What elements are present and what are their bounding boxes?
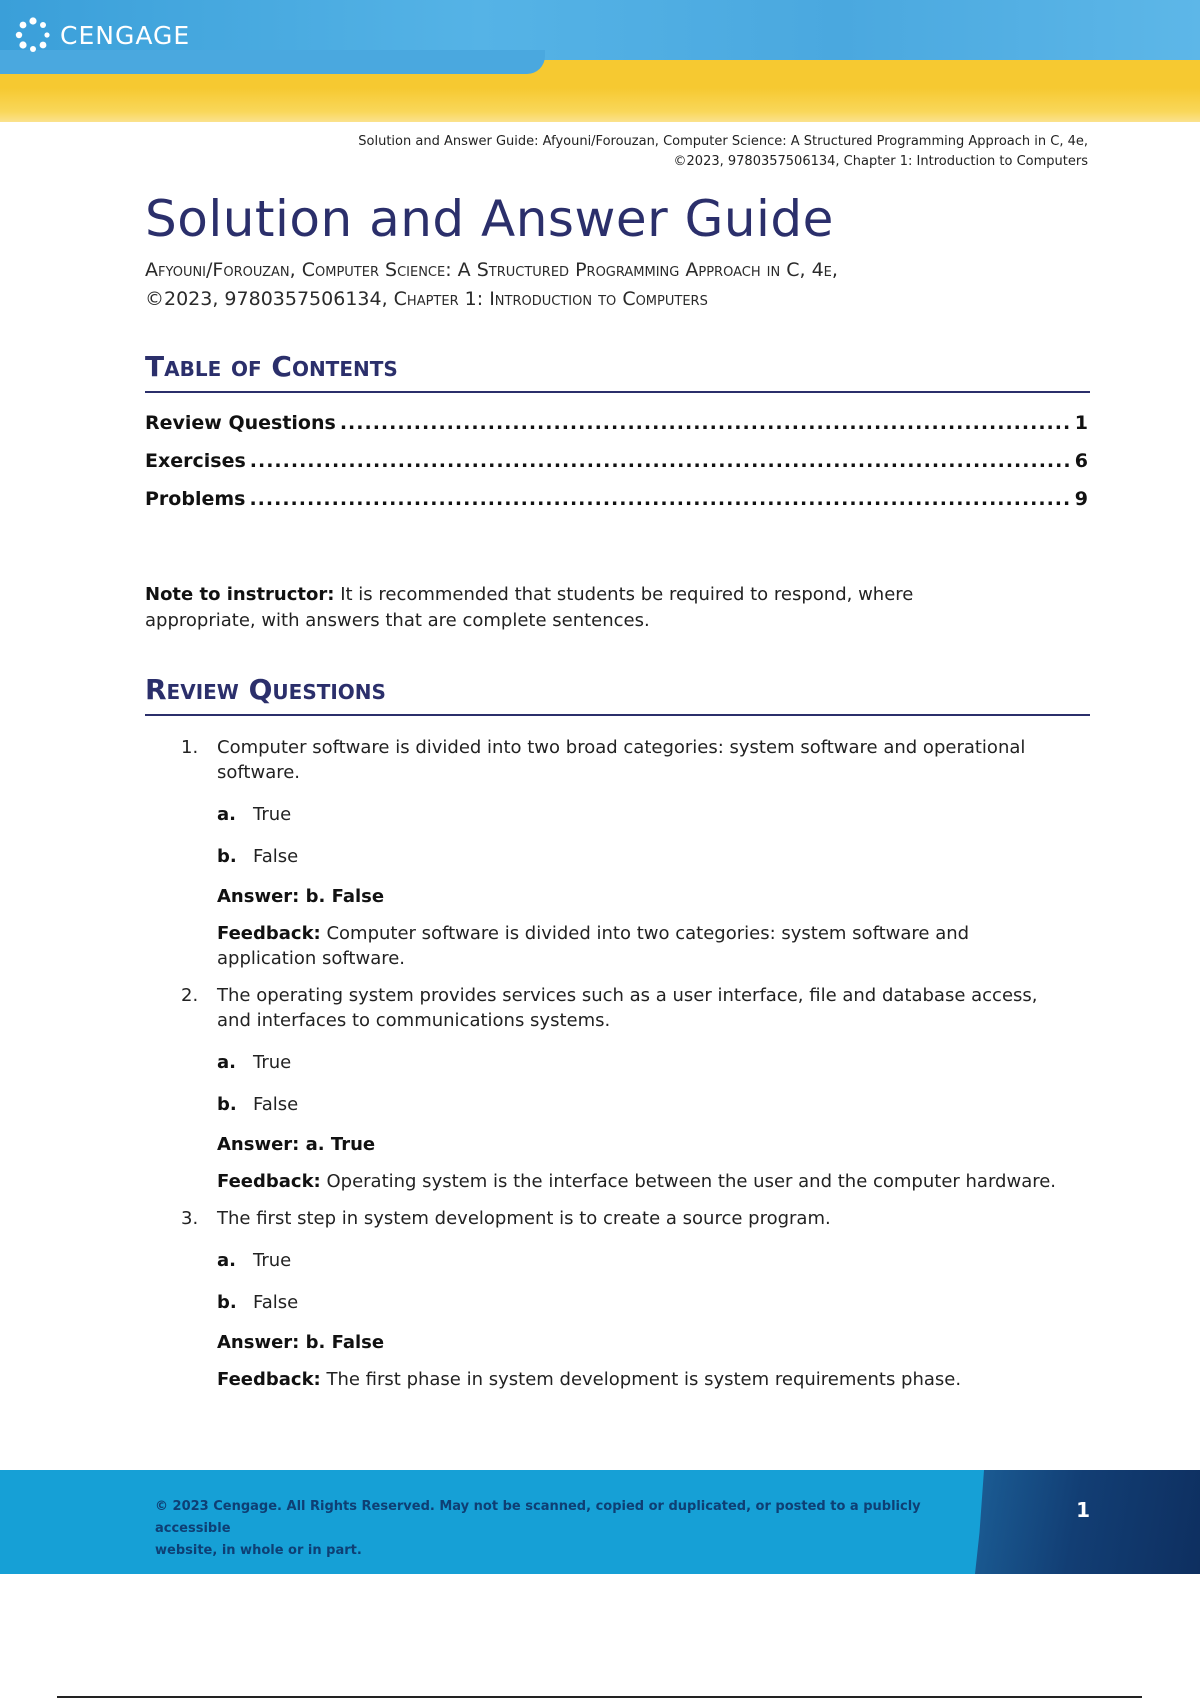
question-answer: Answer: a. True [217, 1134, 376, 1155]
option-text: False [253, 846, 299, 867]
option-text: False [253, 1292, 299, 1313]
toc-entry-label: Exercises [145, 450, 246, 472]
review-questions-heading: Review Questions [145, 673, 1090, 716]
question-item [145, 735, 1065, 971]
question-prompt: The first step in system development is to create a source program. [217, 1208, 831, 1229]
question-feedback [145, 1169, 1065, 1194]
running-header-line-1: Solution and Answer Guide: Afyouni/Forouzan, Computer Science: A Structured Programming Approach in C, 4e, [358, 134, 1088, 149]
running-header [128, 132, 1088, 172]
question-text [145, 983, 1065, 1033]
question-prompt: The operating system provides services such as a user interface, file and database access, and interfaces to communications systems. [217, 985, 1038, 1031]
toc-heading: Table of Contents [145, 350, 1090, 393]
footer-dark-wash [975, 1470, 1200, 1574]
feedback-text: Operating system is the interface between the user and the computer hardware. [320, 1171, 1057, 1192]
question-prompt: Computer software is divided into two broad categories: system software and operational software. [217, 737, 1026, 783]
running-header-line-2: ©2023, 9780357506134, Chapter 1: Introduction to Computers [673, 154, 1088, 169]
banner-yellow-strip [0, 88, 1200, 122]
option-letter: b. [217, 1094, 237, 1115]
option-letter: b. [217, 846, 237, 867]
toc-leader-dots [340, 412, 1071, 434]
header-banner [0, 0, 1200, 122]
option-a [145, 1050, 1065, 1075]
question-text [145, 735, 1065, 785]
option-b [145, 1290, 1065, 1315]
option-b [145, 844, 1065, 869]
option-text: True [253, 1250, 292, 1271]
copyright-notice [155, 1496, 945, 1562]
document-subtitle [145, 256, 1095, 314]
question-number: 3. [181, 1208, 199, 1229]
logo-text: CENGAGE [60, 20, 191, 50]
footer-band [0, 1470, 1200, 1574]
table-of-contents [145, 412, 1088, 526]
note-text: It is recommended that students be required to respond, where appropriate, with answers that are complete sentences. [145, 584, 914, 631]
feedback-text: Computer software is divided into two categories: system software and application software. [217, 923, 970, 969]
copyright-line-1: © 2023 Cengage. All Rights Reserved. May not be scanned, copied or duplicated, or posted to a publicly accessible [155, 1499, 921, 1536]
option-b [145, 1092, 1065, 1117]
copyright-line-2: website, in whole or in part. [155, 1543, 362, 1558]
feedback-text: The first phase in system development is system requirements phase. [320, 1369, 962, 1390]
option-a [145, 802, 1065, 827]
option-a [145, 1248, 1065, 1273]
feedback-label: Feedback: [217, 1369, 321, 1390]
toc-entry-label: Review Questions [145, 412, 336, 434]
feedback-label: Feedback: [217, 1171, 321, 1192]
instructor-note [145, 582, 1005, 634]
subtitle-line-2: ©2023, 9780357506134, Chapter 1: Introduction to Computers [145, 288, 708, 310]
option-letter: b. [217, 1292, 237, 1313]
subtitle-line-1: Afyouni/Forouzan, Computer Science: A Structured Programming Approach in C, 4e, [145, 259, 838, 281]
toc-entry-label: Problems [145, 488, 246, 510]
page-title: Solution and Answer Guide [145, 190, 834, 248]
feedback-label: Feedback: [217, 923, 321, 944]
note-label: Note to instructor: [145, 584, 335, 605]
cengage-logo [14, 16, 190, 54]
option-text: True [253, 1052, 292, 1073]
toc-entry-page: 9 [1074, 488, 1088, 510]
question-answer: Answer: b. False [217, 1332, 385, 1353]
question-feedback [145, 921, 1065, 971]
cengage-logo-icon [14, 16, 52, 54]
question-number: 2. [181, 985, 199, 1006]
question-answer: Answer: b. False [217, 886, 385, 907]
review-questions-list [145, 735, 1065, 1392]
toc-entry-exercises[interactable] [145, 450, 1088, 488]
question-item [145, 1206, 1065, 1392]
toc-entry-page: 1 [1074, 412, 1088, 434]
toc-leader-dots [249, 488, 1070, 510]
page-number: 1 [1076, 1498, 1090, 1522]
toc-leader-dots [250, 450, 1071, 472]
option-letter: a. [217, 1250, 236, 1271]
option-letter: a. [217, 804, 236, 825]
question-text [145, 1206, 1065, 1231]
toc-entry-problems[interactable] [145, 488, 1088, 526]
question-number: 1. [181, 737, 199, 758]
question-item [145, 983, 1065, 1194]
toc-entry-review-questions[interactable] [145, 412, 1088, 450]
toc-entry-page: 6 [1074, 450, 1088, 472]
option-text: False [253, 1094, 299, 1115]
option-text: True [253, 804, 292, 825]
question-feedback [145, 1367, 1065, 1392]
option-letter: a. [217, 1052, 236, 1073]
bottom-divider [57, 1696, 1142, 1698]
